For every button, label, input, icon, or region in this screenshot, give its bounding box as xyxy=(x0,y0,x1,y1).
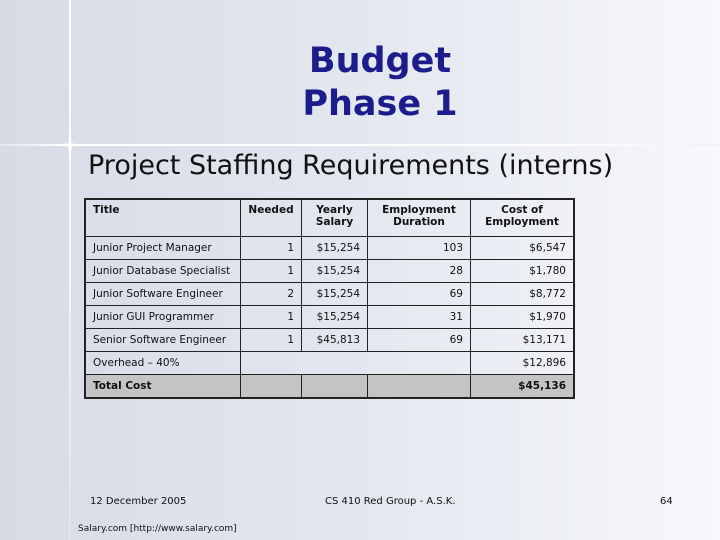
table-row xyxy=(85,237,574,260)
cell-duration: 28 xyxy=(368,260,471,283)
decorative-horizontal-line xyxy=(0,144,720,146)
slide-title xyxy=(250,40,510,126)
table-row xyxy=(85,329,574,352)
overhead-cost: $12,896 xyxy=(471,352,575,375)
cell-cost: $8,772 xyxy=(471,283,575,306)
cell-needed: 2 xyxy=(241,283,302,306)
cell-title: Junior Project Manager xyxy=(85,237,241,260)
header-duration: Employment Duration xyxy=(368,199,471,237)
footer-page-number: 64 xyxy=(660,496,673,507)
cell-title: Junior Software Engineer xyxy=(85,283,241,306)
table-header xyxy=(85,199,574,237)
cell-salary: $15,254 xyxy=(302,306,368,329)
cell-needed: 1 xyxy=(241,329,302,352)
cell-cost: $13,171 xyxy=(471,329,575,352)
staffing-table xyxy=(84,198,575,399)
decorative-vertical-line xyxy=(69,0,71,540)
table-row xyxy=(85,306,574,329)
footer-date: 12 December 2005 xyxy=(90,496,187,507)
cell-cost: $1,780 xyxy=(471,260,575,283)
footer-source: Salary.com [http://www.salary.com] xyxy=(78,524,237,534)
table-row xyxy=(85,260,574,283)
cell-salary: $15,254 xyxy=(302,260,368,283)
cell-duration: 69 xyxy=(368,329,471,352)
header-cost: Cost of Employment xyxy=(471,199,575,237)
title-line-1: Budget xyxy=(308,41,452,81)
cell-salary: $45,813 xyxy=(302,329,368,352)
cell-salary: $15,254 xyxy=(302,237,368,260)
cell-cost: $1,970 xyxy=(471,306,575,329)
title-line-2: Phase 1 xyxy=(302,84,458,124)
cell-needed: 1 xyxy=(241,260,302,283)
header-title: Title xyxy=(85,199,241,237)
cell-title: Junior Database Specialist xyxy=(85,260,241,283)
table-row xyxy=(85,283,574,306)
cell-title: Senior Software Engineer xyxy=(85,329,241,352)
cell-needed: 1 xyxy=(241,237,302,260)
cell-duration: 69 xyxy=(368,283,471,306)
footer-center: CS 410 Red Group - A.S.K. xyxy=(325,496,456,507)
cell-needed: 1 xyxy=(241,306,302,329)
total-label: Total Cost xyxy=(85,375,241,399)
overhead-row xyxy=(85,352,574,375)
cell-duration: 103 xyxy=(368,237,471,260)
empty-cell xyxy=(368,375,471,399)
empty-cell xyxy=(302,375,368,399)
total-cost: $45,136 xyxy=(471,375,575,399)
cell-duration: 31 xyxy=(368,306,471,329)
overhead-empty xyxy=(241,352,471,375)
overhead-label: Overhead – 40% xyxy=(85,352,241,375)
header-salary: Yearly Salary xyxy=(302,199,368,237)
subtitle: Project Staffing Requirements (interns) xyxy=(88,150,614,181)
cell-salary: $15,254 xyxy=(302,283,368,306)
total-row xyxy=(85,375,574,399)
header-needed: Needed xyxy=(241,199,302,237)
cell-title: Junior GUI Programmer xyxy=(85,306,241,329)
empty-cell xyxy=(241,375,302,399)
cell-cost: $6,547 xyxy=(471,237,575,260)
sparkle-icon xyxy=(50,125,90,165)
